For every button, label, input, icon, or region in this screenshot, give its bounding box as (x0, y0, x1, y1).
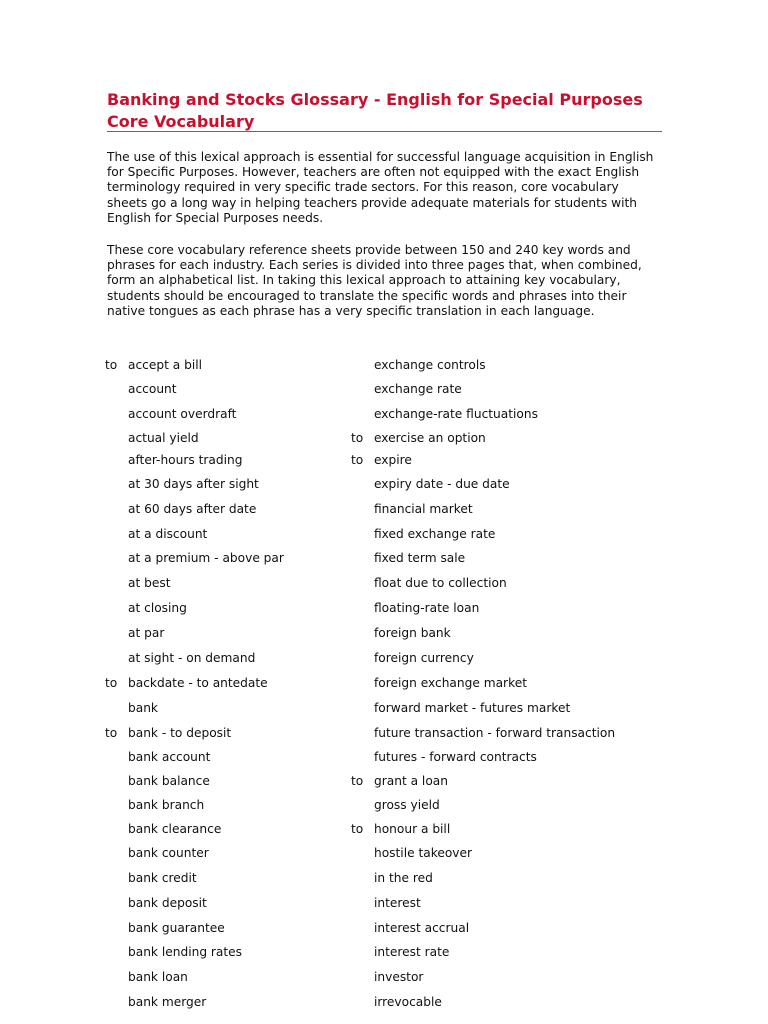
entry-term: bank (128, 701, 158, 715)
entry-term: account (128, 382, 177, 396)
entry-term: bank branch (128, 798, 205, 812)
entry-term: gross yield (374, 798, 440, 812)
entry-term: foreign bank (374, 626, 451, 640)
entry-term: at par (128, 626, 165, 640)
entry-term: after-hours trading (128, 453, 243, 467)
entry-term: float due to collection (374, 576, 507, 590)
entry-term: foreign currency (374, 651, 474, 665)
entry-prefix: to (351, 822, 364, 836)
entry-term: at 60 days after date (128, 502, 257, 516)
description-paragraph: These core vocabulary reference sheets provide between 150 and 240 key words and phrases for each industry. Each series is divided into three pages that, when combined, form an alphabetical list. In taking this lexical approach to attaining key vocabulary, students should be encouraged to translate the specific words and phrases into their native tongues as each phrase has a very specific translation in each language. (107, 243, 642, 318)
entry-term: fixed exchange rate (374, 527, 496, 541)
entry-prefix: to (105, 676, 118, 690)
entry-term: hostile takeover (374, 846, 472, 860)
entry-term: bank counter (128, 846, 209, 860)
entry-prefix: to (351, 774, 364, 788)
entry-term: bank balance (128, 774, 210, 788)
entry-term: bank - to deposit (128, 726, 232, 740)
entry-term: future transaction - forward transaction (374, 726, 616, 740)
entry-term: at a discount (128, 527, 208, 541)
entry-prefix: to (351, 453, 364, 467)
entry-term: honour a bill (374, 822, 451, 836)
entry-term: bank account (128, 750, 211, 764)
entry-term: exchange rate (374, 382, 462, 396)
entry-term: at closing (128, 601, 187, 615)
entry-term: accept a bill (128, 358, 202, 372)
entry-term: bank credit (128, 871, 197, 885)
entry-term: financial market (374, 502, 473, 516)
entry-term: expire (374, 453, 412, 467)
entry-term: in the red (374, 871, 433, 885)
entry-term: actual yield (128, 431, 199, 445)
entry-prefix: to (351, 431, 364, 445)
page-title: Banking and Stocks Glossary - English for Special Purposes Core Vocabulary (107, 90, 643, 131)
intro-paragraph: The use of this lexical approach is essential for successful language acquisition in English for Specific Purposes. However, teachers are often not equipped with the exact English terminology required in very specific trade sectors. For this reason, core vocabulary sheets go a long way in helping teachers provide adequate materials for students with English for Special Purposes needs. (107, 150, 654, 225)
entry-prefix: to (105, 358, 118, 372)
entry-term: at best (128, 576, 171, 590)
entry-prefix: to (105, 726, 118, 740)
entry-term: account overdraft (128, 407, 237, 421)
entry-term: investor (374, 970, 424, 984)
entry-term: at 30 days after sight (128, 477, 259, 491)
entry-term: at a premium - above par (128, 551, 284, 565)
entry-term: bank lending rates (128, 945, 243, 959)
entry-term: bank guarantee (128, 921, 225, 935)
entry-term: bank loan (128, 970, 188, 984)
title-divider (107, 131, 662, 132)
entry-term: exchange controls (374, 358, 486, 372)
entry-term: foreign exchange market (374, 676, 527, 690)
entry-term: interest rate (374, 945, 450, 959)
entry-term: backdate - to antedate (128, 676, 268, 690)
entry-term: exchange-rate fluctuations (374, 407, 538, 421)
entry-term: interest accrual (374, 921, 470, 935)
entry-term: interest (374, 896, 421, 910)
entry-term: expiry date - due date (374, 477, 510, 491)
entry-term: futures - forward contracts (374, 750, 537, 764)
entry-term: floating-rate loan (374, 601, 480, 615)
entry-term: irrevocable (374, 995, 442, 1009)
entry-term: bank merger (128, 995, 207, 1009)
entry-term: forward market - futures market (374, 701, 571, 715)
entry-term: bank deposit (128, 896, 207, 910)
entry-term: fixed term sale (374, 551, 466, 565)
entry-term: grant a loan (374, 774, 448, 788)
entry-term: at sight - on demand (128, 651, 256, 665)
entry-term: bank clearance (128, 822, 222, 836)
entry-term: exercise an option (374, 431, 486, 445)
